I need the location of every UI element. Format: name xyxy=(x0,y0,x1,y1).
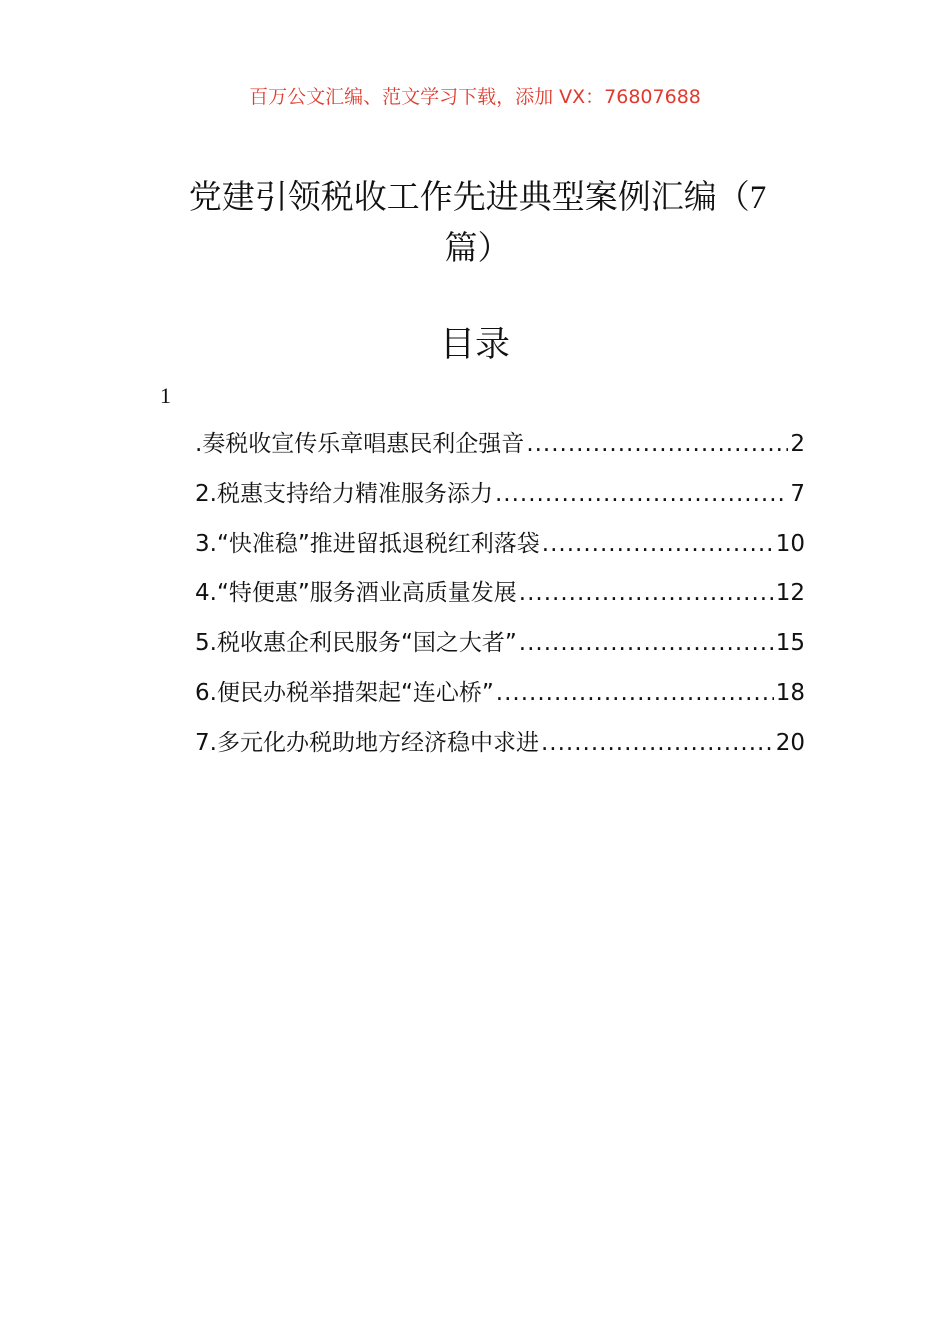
toc-entry-page: 10 xyxy=(775,530,805,557)
header-note: 百万公文汇编、范文学习下载，添加 VX：76807688 xyxy=(249,86,701,108)
toc-entry[interactable] xyxy=(195,474,805,524)
toc-heading: 目录 xyxy=(439,325,510,365)
toc-list xyxy=(195,424,805,773)
document-title-line-1 xyxy=(165,172,790,223)
toc-entry-title: 6.便民办税举措架起“连心桥” xyxy=(195,679,494,706)
toc-dot-leader xyxy=(519,573,774,613)
document-title-count: 7 xyxy=(749,180,767,216)
toc-entry-title: 3.“快准稳”推进留抵退税红利落袋 xyxy=(195,530,540,557)
stray-number: 1 xyxy=(160,383,171,408)
toc-entry-page: 15 xyxy=(775,630,805,657)
toc-dot-leader xyxy=(495,474,788,514)
toc-dot-leader xyxy=(542,524,774,564)
toc-entry[interactable] xyxy=(195,723,805,773)
toc-entry-title: 2.税惠支持给力精准服务添力 xyxy=(195,480,493,507)
toc-entry-title: 4.“特便惠”服务酒业高质量发展 xyxy=(195,580,517,607)
document-title xyxy=(165,172,790,273)
toc-entry-page: 7 xyxy=(790,480,805,507)
toc-dot-leader xyxy=(526,424,788,464)
toc-entry-page: 2 xyxy=(790,431,805,457)
toc-entry[interactable] xyxy=(195,524,805,574)
toc-entry-title: .奏税收宣传乐章唱惠民利企强音 xyxy=(195,431,525,457)
toc-dot-leader xyxy=(496,673,774,713)
toc-entry-title: 5.税收惠企利民服务“国之大者” xyxy=(195,630,517,657)
toc-entry-page: 18 xyxy=(775,679,805,706)
toc-entry-title: 7.多元化办税助地方经济稳中求进 xyxy=(195,729,539,756)
toc-dot-leader xyxy=(541,723,774,763)
toc-entry[interactable] xyxy=(195,673,805,723)
document-title-text: 党建引领税收工作先进典型案例汇编（ xyxy=(188,177,750,216)
document-title-line-2: 篇） xyxy=(444,228,511,267)
toc-dot-leader xyxy=(519,623,774,663)
toc-entry[interactable] xyxy=(195,573,805,623)
toc-entry-page: 12 xyxy=(775,580,805,607)
toc-entry[interactable] xyxy=(195,623,805,673)
toc-entry-page: 20 xyxy=(775,729,805,756)
toc-entry[interactable] xyxy=(195,424,805,474)
